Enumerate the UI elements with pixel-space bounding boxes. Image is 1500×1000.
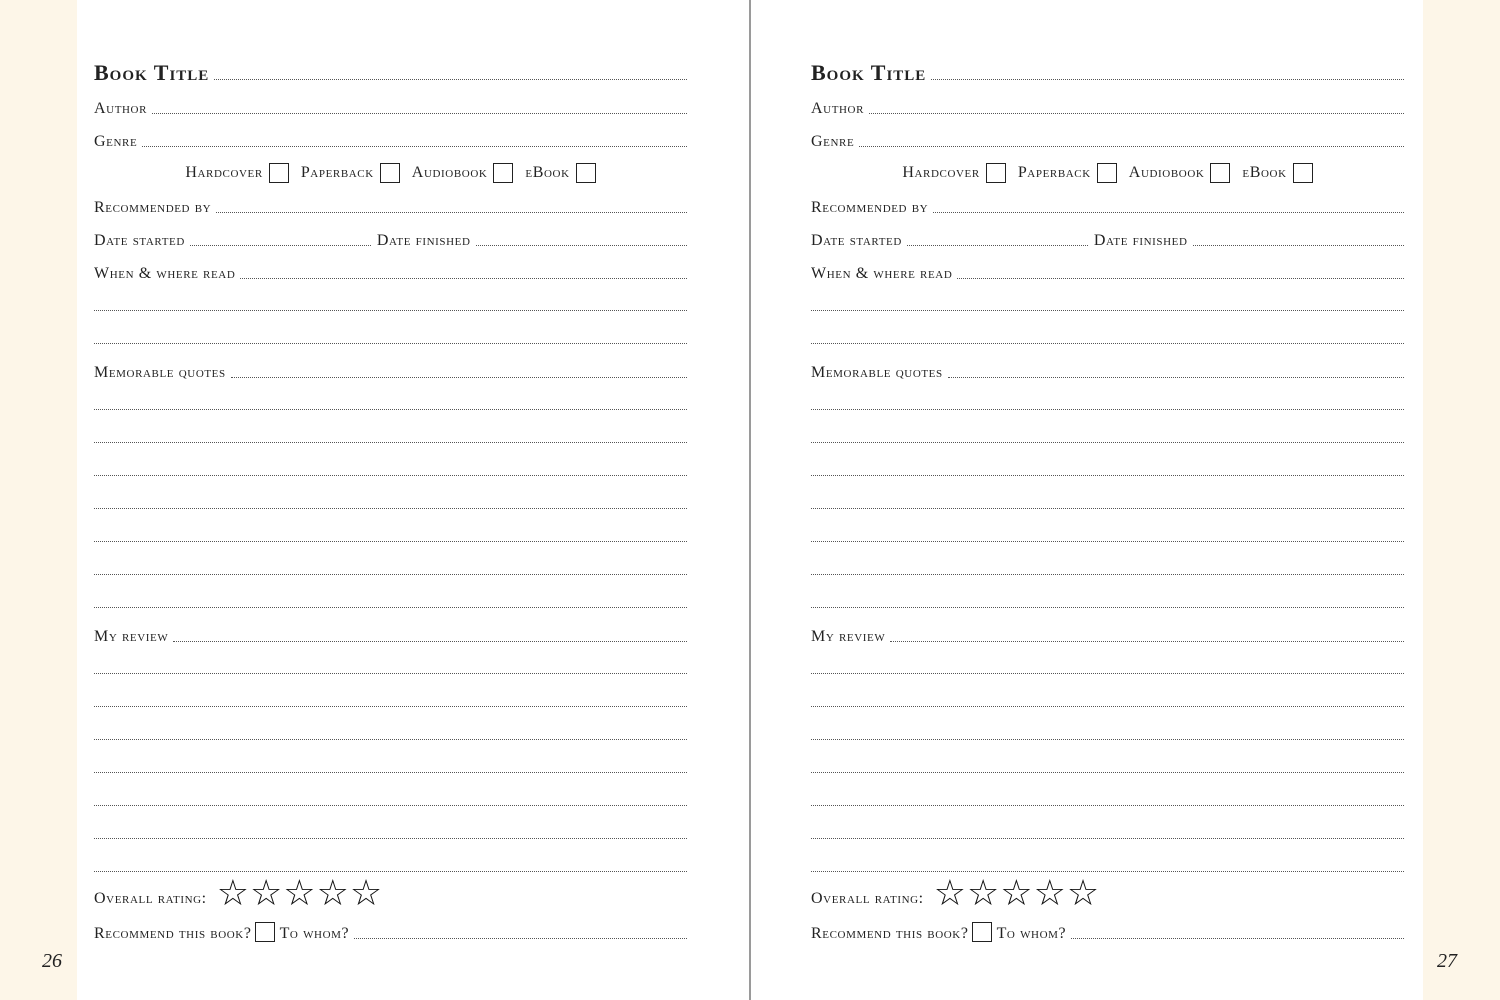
- format-ebook: [1242, 163, 1312, 183]
- rating-label: Overall rating:: [94, 890, 207, 907]
- review-row: [811, 620, 1404, 646]
- format-label: Paperback: [300, 164, 374, 181]
- format-label: eBook: [1242, 164, 1287, 181]
- page-number-right: 27: [1437, 950, 1457, 972]
- writing-line[interactable]: [94, 310, 687, 311]
- left-page: [77, 0, 749, 1000]
- review-field[interactable]: [890, 641, 1404, 642]
- review-field[interactable]: [173, 641, 687, 642]
- star-icon[interactable]: ☆: [1033, 873, 1066, 914]
- format-label: Hardcover: [902, 164, 980, 181]
- writing-line[interactable]: [94, 739, 687, 740]
- star-icon[interactable]: ☆: [1000, 873, 1033, 914]
- paperback-checkbox[interactable]: [1097, 163, 1117, 183]
- format-hardcover: [902, 163, 1005, 183]
- author-row: [811, 92, 1404, 118]
- right-page: [751, 0, 1423, 1000]
- when-where-field[interactable]: [240, 278, 687, 279]
- writing-line[interactable]: [811, 409, 1404, 410]
- star-icon[interactable]: ☆: [316, 873, 349, 914]
- recommended-by-label: Recommended by: [811, 199, 929, 216]
- writing-line[interactable]: [811, 739, 1404, 740]
- book-title-row: [94, 58, 687, 84]
- writing-line[interactable]: [811, 442, 1404, 443]
- date-started-label: Date started: [811, 232, 902, 249]
- format-ebook: [525, 163, 595, 183]
- format-label: Paperback: [1017, 164, 1091, 181]
- date-started-field[interactable]: [907, 245, 1088, 246]
- writing-line[interactable]: [94, 607, 687, 608]
- genre-field[interactable]: [142, 146, 687, 147]
- reading-log-form: [94, 0, 687, 1000]
- date-started-label: Date started: [94, 232, 185, 249]
- recommend-label: Recommend this book?: [811, 925, 969, 942]
- to-whom-field[interactable]: [354, 938, 687, 939]
- writing-line[interactable]: [811, 772, 1404, 773]
- page-number-left: 26: [42, 950, 62, 972]
- rating-row: [94, 873, 687, 914]
- when-where-label: When & where read: [94, 265, 236, 282]
- writing-line[interactable]: [811, 310, 1404, 311]
- quotes-field[interactable]: [948, 377, 1404, 378]
- rating-label: Overall rating:: [811, 890, 924, 907]
- recommend-row: [94, 917, 687, 943]
- quotes-label: Memorable quotes: [94, 364, 226, 381]
- writing-line[interactable]: [811, 508, 1404, 509]
- format-paperback: [301, 163, 400, 183]
- star-icon[interactable]: ☆: [1066, 873, 1100, 914]
- when-where-row: [94, 257, 687, 283]
- review-label: My review: [811, 628, 886, 645]
- book-title-row: [811, 58, 1404, 84]
- format-label: eBook: [525, 164, 570, 181]
- writing-line[interactable]: [94, 508, 687, 509]
- format-hardcover: [185, 163, 288, 183]
- dates-row: [811, 224, 1404, 250]
- recommended-by-row: [811, 191, 1404, 217]
- writing-line[interactable]: [94, 772, 687, 773]
- to-whom-label: To whom?: [996, 925, 1067, 942]
- author-label: Author: [811, 100, 865, 117]
- writing-line[interactable]: [94, 805, 687, 806]
- quotes-row: [94, 356, 687, 382]
- book-title-field[interactable]: [931, 79, 1404, 80]
- date-finished-label: Date finished: [376, 232, 471, 249]
- quotes-field[interactable]: [231, 377, 687, 378]
- format-audiobook: [412, 163, 514, 183]
- writing-line[interactable]: [811, 805, 1404, 806]
- star-icon[interactable]: ☆: [250, 873, 283, 914]
- dates-row: [94, 224, 687, 250]
- audiobook-checkbox[interactable]: [1210, 163, 1230, 183]
- date-finished-label: Date finished: [1093, 232, 1188, 249]
- genre-row: [811, 125, 1404, 151]
- star-icon[interactable]: ☆: [283, 873, 316, 914]
- star-icon[interactable]: ☆: [349, 873, 383, 914]
- review-label: My review: [94, 628, 169, 645]
- format-paperback: [1018, 163, 1117, 183]
- format-label: Audiobook: [1128, 164, 1205, 181]
- to-whom-label: To whom?: [279, 925, 350, 942]
- recommended-by-label: Recommended by: [94, 199, 212, 216]
- format-label: Audiobook: [411, 164, 488, 181]
- author-field[interactable]: [869, 113, 1404, 114]
- genre-label: Genre: [811, 133, 855, 150]
- date-started-field[interactable]: [190, 245, 371, 246]
- quotes-label: Memorable quotes: [811, 364, 943, 381]
- ebook-checkbox[interactable]: [576, 163, 596, 183]
- recommend-checkbox[interactable]: [255, 922, 275, 942]
- when-where-label: When & where read: [811, 265, 953, 282]
- recommended-by-field[interactable]: [216, 212, 687, 213]
- author-field[interactable]: [152, 113, 687, 114]
- recommend-label: Recommend this book?: [94, 925, 252, 942]
- format-label: Hardcover: [185, 164, 263, 181]
- when-where-row: [811, 257, 1404, 283]
- book-title-label: Book Title: [94, 60, 210, 85]
- recommended-by-field[interactable]: [933, 212, 1404, 213]
- star-icon[interactable]: ☆: [216, 873, 249, 914]
- audiobook-checkbox[interactable]: [493, 163, 513, 183]
- genre-row: [94, 125, 687, 151]
- rating-stars: [933, 873, 1100, 914]
- writing-line[interactable]: [811, 673, 1404, 674]
- writing-line[interactable]: [811, 607, 1404, 608]
- book-title-label: Book Title: [811, 60, 927, 85]
- when-where-field[interactable]: [957, 278, 1404, 279]
- date-finished-field[interactable]: [1193, 245, 1404, 246]
- recommend-checkbox[interactable]: [972, 922, 992, 942]
- author-row: [94, 92, 687, 118]
- reading-log-form: [811, 0, 1404, 1000]
- star-icon[interactable]: ☆: [933, 873, 966, 914]
- writing-line[interactable]: [811, 838, 1404, 839]
- format-options: [94, 160, 687, 186]
- writing-line[interactable]: [94, 673, 687, 674]
- rating-stars: [216, 873, 383, 914]
- writing-line[interactable]: [94, 574, 687, 575]
- writing-line[interactable]: [94, 442, 687, 443]
- writing-line[interactable]: [94, 838, 687, 839]
- writing-line[interactable]: [94, 541, 687, 542]
- writing-line[interactable]: [94, 475, 687, 476]
- format-audiobook: [1129, 163, 1231, 183]
- to-whom-field[interactable]: [1071, 938, 1404, 939]
- star-icon[interactable]: ☆: [967, 873, 1000, 914]
- review-row: [94, 620, 687, 646]
- book-title-field[interactable]: [214, 79, 687, 80]
- writing-line[interactable]: [811, 343, 1404, 344]
- writing-line[interactable]: [811, 871, 1404, 872]
- date-finished-field[interactable]: [476, 245, 687, 246]
- writing-line[interactable]: [811, 574, 1404, 575]
- ebook-checkbox[interactable]: [1293, 163, 1313, 183]
- hardcover-checkbox[interactable]: [269, 163, 289, 183]
- writing-line[interactable]: [94, 871, 687, 872]
- writing-line[interactable]: [94, 706, 687, 707]
- writing-line[interactable]: [811, 541, 1404, 542]
- format-options: [811, 160, 1404, 186]
- hardcover-checkbox[interactable]: [986, 163, 1006, 183]
- recommended-by-row: [94, 191, 687, 217]
- writing-line[interactable]: [94, 343, 687, 344]
- writing-line[interactable]: [811, 706, 1404, 707]
- writing-line[interactable]: [94, 409, 687, 410]
- genre-label: Genre: [94, 133, 138, 150]
- paperback-checkbox[interactable]: [380, 163, 400, 183]
- genre-field[interactable]: [859, 146, 1404, 147]
- author-label: Author: [94, 100, 148, 117]
- recommend-row: [811, 917, 1404, 943]
- quotes-row: [811, 356, 1404, 382]
- writing-line[interactable]: [811, 475, 1404, 476]
- rating-row: [811, 873, 1404, 914]
